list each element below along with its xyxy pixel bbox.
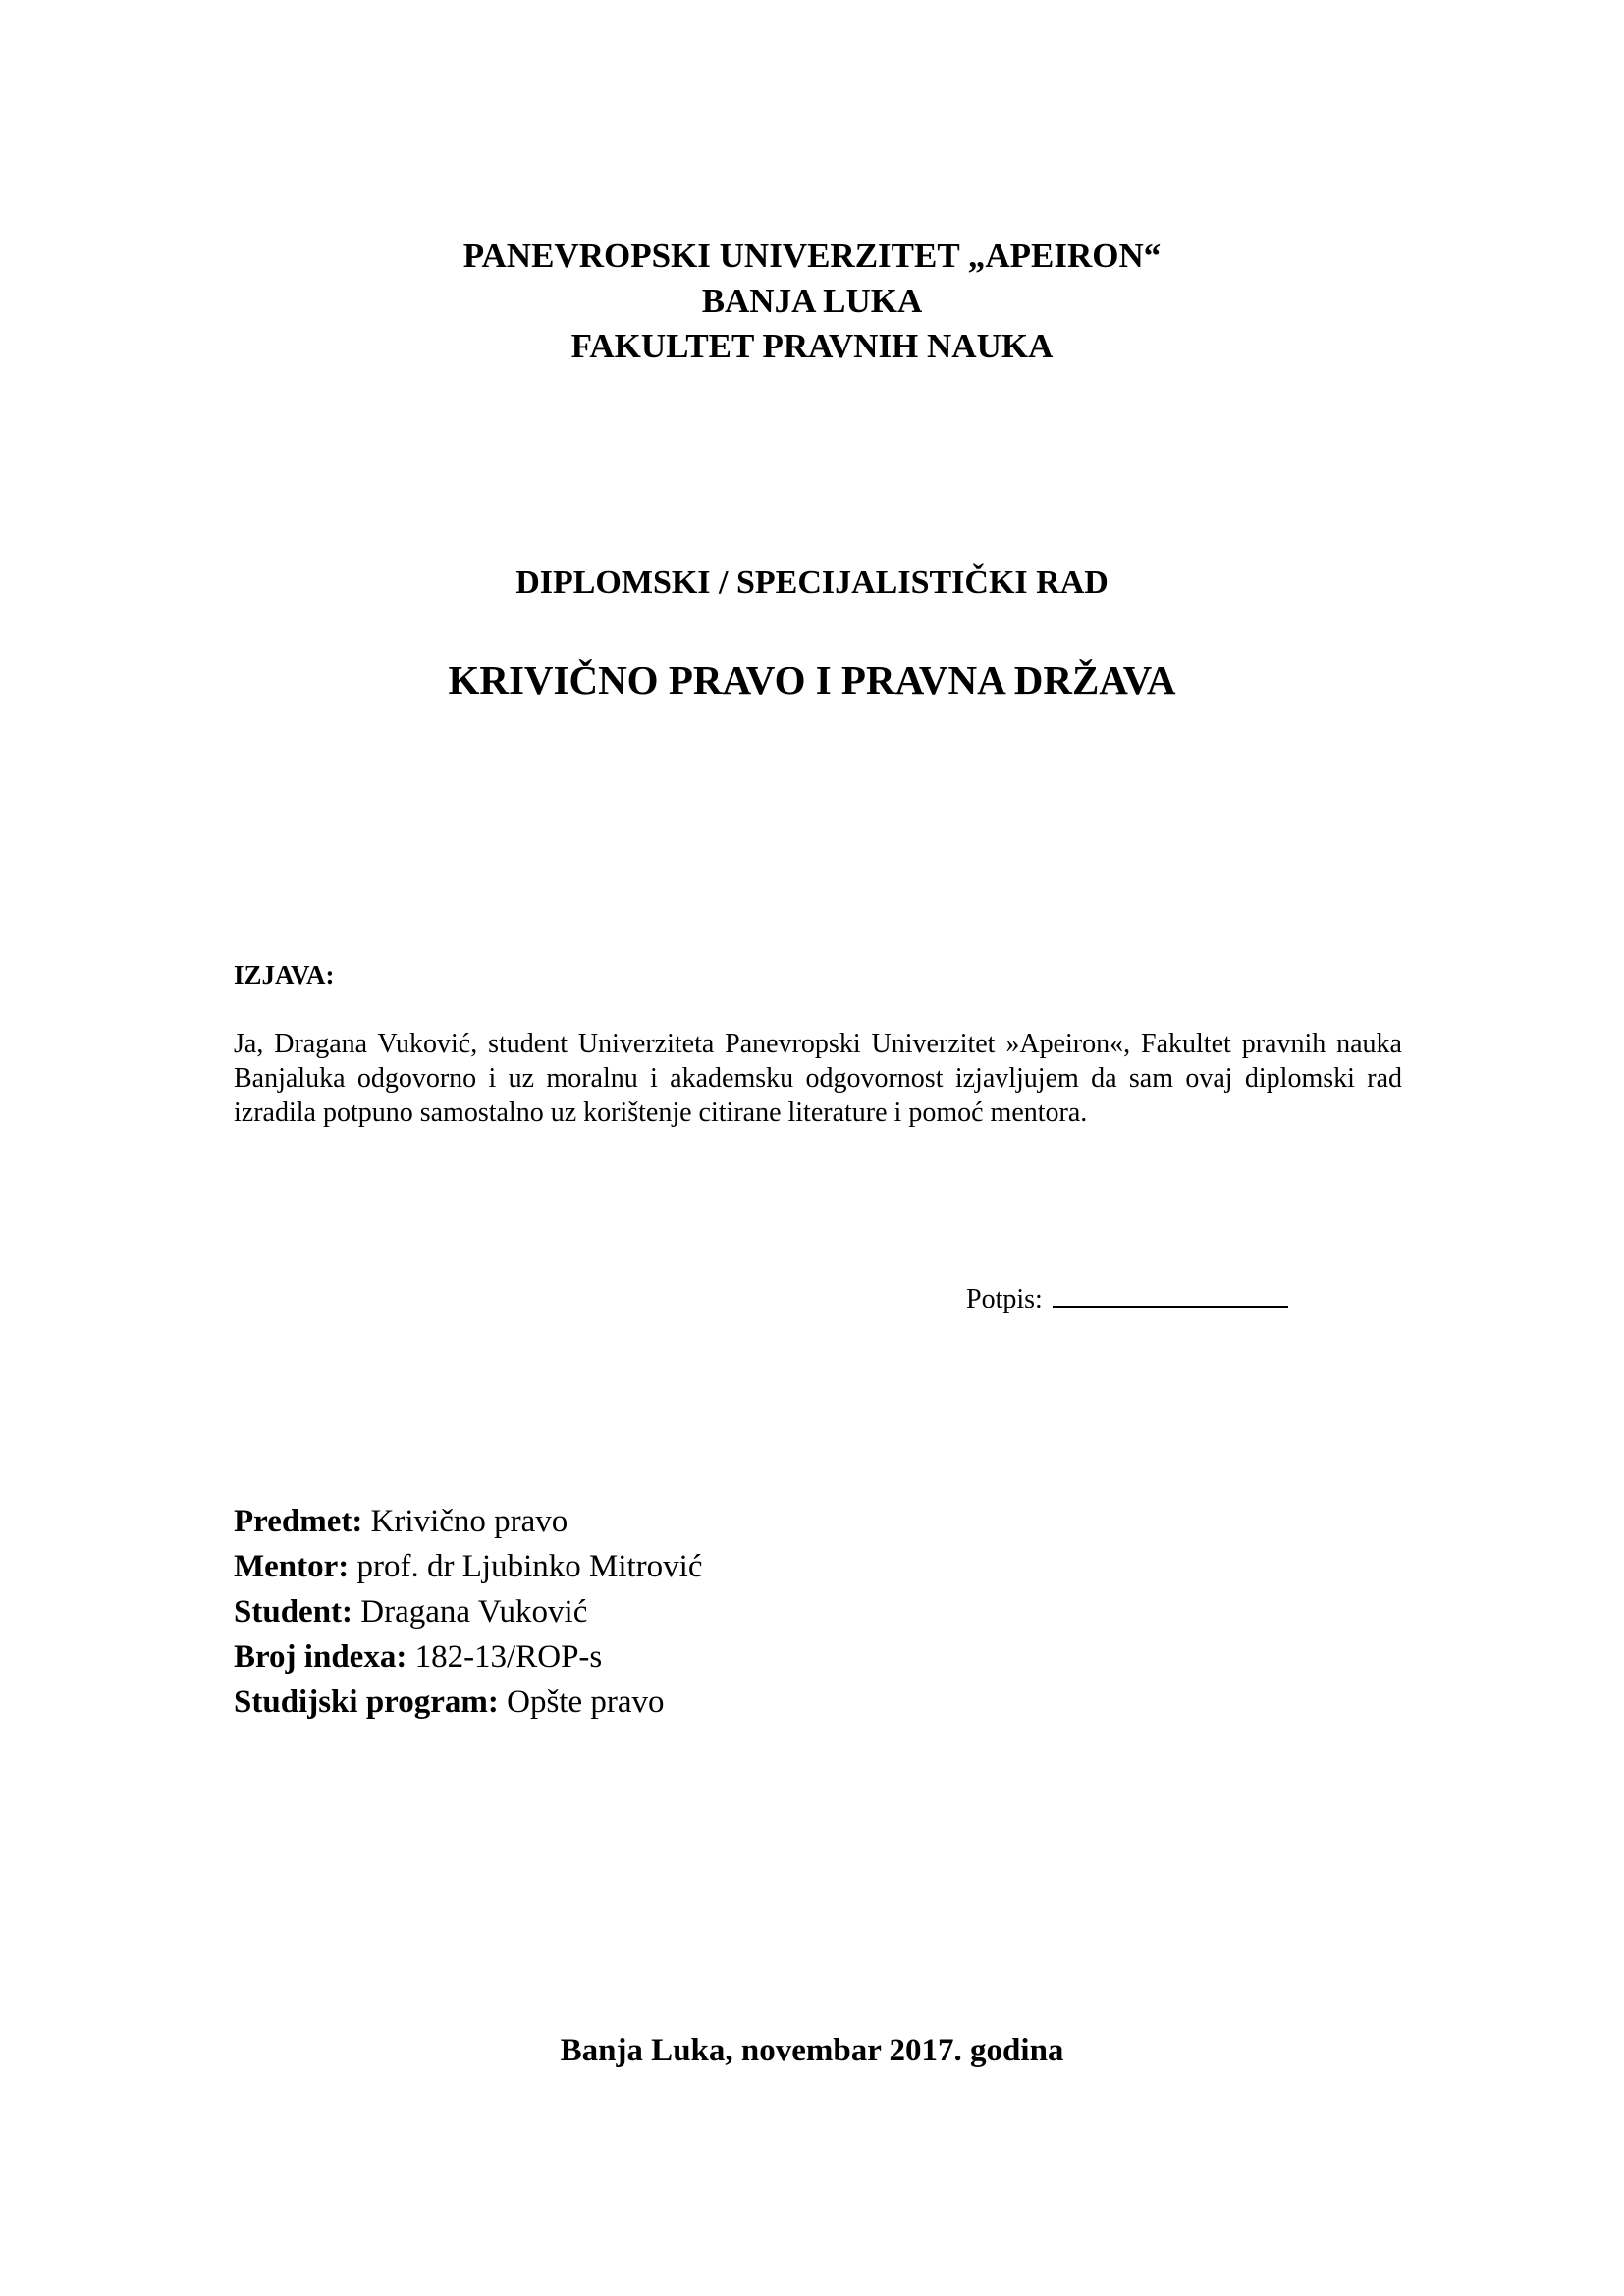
detail-row-subject — [234, 1499, 702, 1544]
detail-label: Predmet: — [234, 1504, 363, 1539]
thesis-details — [234, 1499, 702, 1725]
detail-row-program — [234, 1680, 702, 1725]
detail-label: Broj indexa: — [234, 1639, 407, 1675]
signature-block — [966, 1282, 1288, 1317]
detail-label: Studijski program: — [234, 1684, 499, 1720]
declaration-heading: IZJAVA: — [234, 960, 335, 989]
detail-value: Krivično pravo — [370, 1504, 568, 1539]
detail-row-mentor — [234, 1544, 702, 1589]
detail-value: 182-13/ROP-s — [414, 1639, 603, 1675]
signature-label: Potpis: — [966, 1284, 1043, 1314]
detail-label: Mentor: — [234, 1549, 350, 1584]
faculty-name: FAKULTET PRAVNIH NAUKA — [570, 327, 1054, 365]
detail-row-index — [234, 1634, 702, 1680]
university-header — [0, 234, 1624, 369]
university-name: PANEVROPSKI UNIVERZITET „APEIRON“ — [462, 237, 1162, 275]
detail-label: Student: — [234, 1594, 353, 1629]
thesis-title: KRIVIČNO PRAVO I PRAVNA DRŽAVA — [448, 658, 1176, 703]
signature-line — [1053, 1282, 1288, 1308]
detail-value: prof. dr Ljubinko Mitrović — [356, 1549, 703, 1584]
detail-value: Opšte pravo — [507, 1684, 665, 1720]
thesis-type: DIPLOMSKI / SPECIJALISTIČKI RAD — [515, 564, 1109, 601]
detail-row-student — [234, 1589, 702, 1634]
detail-value: Dragana Vuković — [360, 1594, 588, 1629]
declaration-body: Ja, Dragana Vuković, student Univerziteta Panevropski Univerzitet »Apeiron«, Fakultet pravnih nauka Banjaluka odgovorno i uz moralnu i akademsku odgovornost izjavljujem da sam ovaj diplomski rad izradila potpuno samostalno uz korištenje citirane literature i pomoć mentora. — [234, 1029, 1402, 1128]
place-and-date: Banja Luka, novembar 2017. godina — [560, 2033, 1064, 2068]
university-city: BANJA LUKA — [701, 282, 923, 320]
